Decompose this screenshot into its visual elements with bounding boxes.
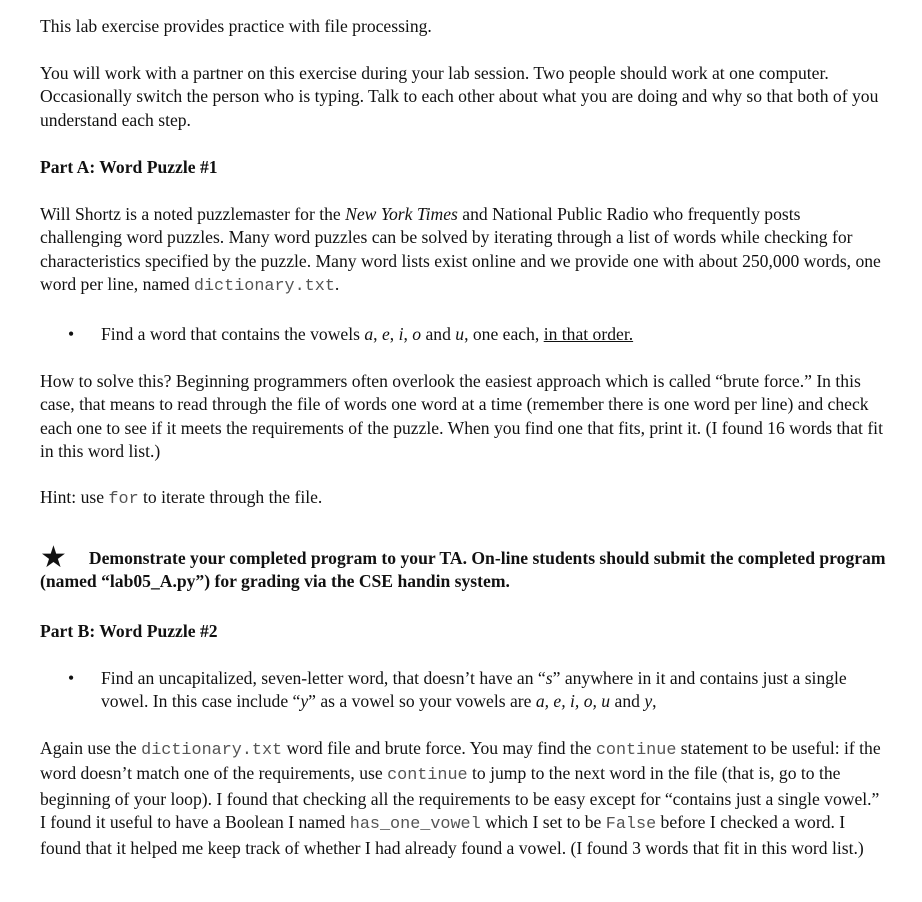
part-b-heading: Part B: Word Puzzle #2 xyxy=(40,621,218,641)
bullet-icon: • xyxy=(68,668,75,688)
hint-paragraph: Hint: use for to iterate through the file. xyxy=(40,487,323,509)
part-b-explanation-paragraph: Again use the dictionary.txt word file and brute force. You may find the continue statement to be useful: if the word doesn’t match one of the requirements, use continue to jump to the next word in the file (that is, go to the beginning of your loop). I found that checking all the requirements to be easy except for “contains just a single vowel.” I found it useful to have a Boolean I named has_one_vowel which I set to be False before I checked a word. I found that it helped me keep track of whether I had already found a vowel. (I found 3 words that fit in this word list.) xyxy=(40,738,881,858)
star-icon: ★ xyxy=(40,540,67,575)
filename-code: dictionary.txt xyxy=(193,277,335,297)
for-code: for xyxy=(108,490,139,509)
partner-paragraph: You will work with a partner on this exercise during your lab session. Two people should work at one computer. Occasionally switch the person who is typing. Talk to each other about what you are doing and why so that both of you understand each step. xyxy=(40,63,879,130)
false-code: False xyxy=(605,815,657,835)
brute-force-paragraph: How to solve this? Beginning programmers often overlook the easiest approach which is called “brute force.” In this case, that means to read through the file of words one word at a time (remember there is one word per line) and check each one to see if it meets the requirements of the puzzle. When you find one that fits, print it. (I found 16 words that fit in this word list.) xyxy=(40,371,883,462)
continue-code: continue xyxy=(595,741,677,760)
part-a-task-bullet: Find a word that contains the vowels a, e, i, o and u, one each, in that order. xyxy=(101,324,634,344)
variable-code: has_one_vowel xyxy=(349,815,481,835)
part-a-heading: Part A: Word Puzzle #1 xyxy=(40,157,218,177)
continue-code: continue xyxy=(387,766,468,786)
filename-code: dictionary.txt xyxy=(141,741,283,760)
intro-paragraph: This lab exercise provides practice with file processing. xyxy=(40,16,432,36)
part-b-task-bullet: Find an uncapitalized, seven-letter word, that doesn’t have an “s” anywhere in it and contains just a single vowel. In this case include “y” as a vowel so your vowels are a, e, i, o, u and y, xyxy=(101,668,847,712)
part-a-intro-paragraph: Will Shortz is a noted puzzlemaster for the New York Times and National Public Radio who frequently posts challenging word puzzles. Many word puzzles can be solved by iterating through a list of words while checking for characteristics specified by the puzzle. Many word lists exist online and we provide one with about 250,000 words, one word per line, named dictionary.txt. xyxy=(40,204,881,297)
newspaper-title: New York Times xyxy=(345,204,458,224)
in-that-order-emphasis: in that order. xyxy=(543,324,634,344)
demo-instruction: ★ Demonstrate your completed program to your TA. On-line students should submit the completed program (named “lab05_A.py”) for grading via the CSE handin system. xyxy=(40,540,886,592)
bullet-icon: • xyxy=(68,324,75,344)
